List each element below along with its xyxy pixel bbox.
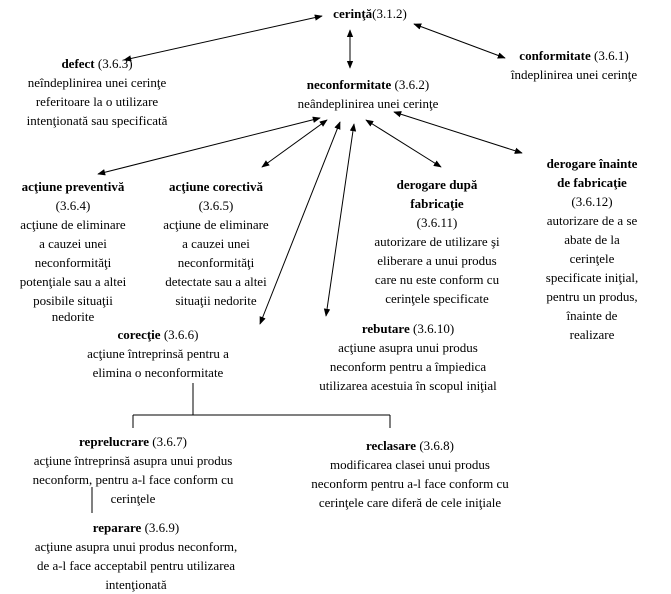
node-reprelucrare xyxy=(2,432,264,508)
def-corectiva-6: situaţii nedorite xyxy=(175,293,257,308)
def-derogare-inainte-2: autorizare de a se xyxy=(546,213,638,228)
def-preventiva-3: a cauzei unei xyxy=(39,236,107,251)
node-conformitate xyxy=(494,46,654,84)
def-derogare-inainte-3: abate de la xyxy=(564,232,620,247)
code-rebutare: (3.6.10) xyxy=(409,321,455,336)
def-preventiva-2: acţiune de eliminare xyxy=(20,217,126,232)
def-reprelucrare-3: cerinţele xyxy=(110,491,156,506)
code-reprelucrare: (3.6.7) xyxy=(149,434,187,449)
code-neconformitate: (3.6.2) xyxy=(391,77,430,92)
def-preventiva-4: neconformităţi xyxy=(34,255,112,270)
def-corectie-2: elimina o neconformitate xyxy=(92,365,224,380)
def-derogare-inainte-7: înainte de xyxy=(566,308,618,323)
def-preventiva-7: nedorite xyxy=(51,310,95,323)
def-derogare-dupa-3: eliberare a unui produs xyxy=(377,253,497,268)
def-corectiva-4: neconformităţi xyxy=(177,255,255,270)
code-defect: (3.6.3) xyxy=(94,56,133,71)
def-reparare-3: intenţionată xyxy=(105,577,167,592)
node-corectie xyxy=(58,325,258,382)
def-corectiva-1: (3.6.5) xyxy=(198,198,234,213)
term-cerinta: cerinţă xyxy=(333,6,373,21)
term-actiune-corectiva: acţiune corectivă xyxy=(169,179,263,194)
term-reclasare: reclasare xyxy=(366,438,417,453)
arrow-neconformitate-corectiva xyxy=(262,120,327,167)
term-reprelucrare: reprelucrare xyxy=(79,434,150,449)
def-derogare-dupa-1: (3.6.11) xyxy=(416,215,458,230)
def-derogare-inainte-5: specificate iniţial, xyxy=(545,270,639,285)
term2-derogare-dupa: fabricaţie xyxy=(410,196,464,211)
def-reclasare-1: modificarea clasei unui produs xyxy=(330,457,490,472)
arrow-neconformitate-derogare-inainte xyxy=(394,112,522,153)
code-cerinta: (3.1.2) xyxy=(372,6,407,21)
term-reparare: reparare xyxy=(92,520,142,535)
term-rebutare: rebutare xyxy=(361,321,410,336)
code-reclasare: (3.6.8) xyxy=(416,438,454,453)
def-derogare-dupa-5: cerinţele specificate xyxy=(385,291,489,306)
def-derogare-inainte-1: (3.6.12) xyxy=(571,194,613,209)
def-derogare-inainte-6: pentru un produs, xyxy=(546,289,638,304)
def-reclasare-3: cerinţele care diferă de cele iniţiale xyxy=(318,495,502,510)
node-actiune-preventiva xyxy=(0,177,146,323)
def-derogare-dupa-4: care nu este conform cu xyxy=(374,272,500,287)
def-defect-3: intenţionată sau specificată xyxy=(26,113,168,128)
code-conformitate: (3.6.1) xyxy=(590,48,629,63)
def-corectie-1: acţiune întreprinsă pentru a xyxy=(87,346,229,361)
def-reprelucrare-2: neconform, pentru a-l face conform cu xyxy=(32,472,234,487)
def-conformitate-1: îndeplinirea unei cerinţe xyxy=(510,67,638,82)
def-preventiva-6: posibile situaţii xyxy=(33,293,113,308)
term2-derogare-inainte: de fabricaţie xyxy=(557,175,627,190)
def-defect-1: neîndeplinirea unei cerinţe xyxy=(27,75,167,90)
arrow-cerinta-conformitate xyxy=(414,24,505,58)
def-reparare-1: acţiune asupra unui produs neconform, xyxy=(34,539,238,554)
def-rebutare-1: acţiune asupra unui produs xyxy=(338,340,478,355)
def-rebutare-3: utilizarea acestuia în scopul iniţial xyxy=(319,378,497,393)
def-corectiva-3: a cauzei unei xyxy=(182,236,250,251)
code-reparare: (3.6.9) xyxy=(141,520,180,535)
term-neconformitate: neconformitate xyxy=(306,77,392,92)
node-actiune-corectiva xyxy=(146,177,286,310)
def-derogare-inainte-4: cerinţele xyxy=(569,251,615,266)
node-rebutare xyxy=(288,319,528,395)
def-corectiva-5: detectate sau a altei xyxy=(165,274,267,289)
term-conformitate: conformitate xyxy=(519,48,591,63)
arrow-neconformitate-rebutare xyxy=(326,124,354,316)
term-corectie: corecţie xyxy=(117,327,161,342)
node-reparare xyxy=(0,518,272,594)
def-reparare-2: de a-l face acceptabil pentru utilizarea xyxy=(36,558,236,573)
def-reprelucrare-1: acţiune întreprinsă asupra unui produs xyxy=(33,453,233,468)
term-actiune-preventiva: acţiune preventivă xyxy=(21,179,125,194)
def-neconformitate-1: neândeplinirea unei cerinţe xyxy=(297,96,439,111)
def-derogare-inainte-8: realizare xyxy=(569,327,615,342)
arrow-neconformitate-derogare-dupa xyxy=(366,120,441,167)
def-corectiva-2: acţiune de eliminare xyxy=(163,217,269,232)
def-preventiva-1: (3.6.4) xyxy=(55,198,91,213)
def-derogare-dupa-2: autorizare de utilizare şi xyxy=(374,234,500,249)
def-rebutare-2: neconform pentru a împiedica xyxy=(329,359,487,374)
code-corectie: (3.6.6) xyxy=(160,327,199,342)
node-derogare-dupa xyxy=(356,175,518,308)
def-reclasare-2: neconform pentru a-l face conform cu xyxy=(311,476,509,491)
node-reclasare xyxy=(280,436,540,512)
term-derogare-dupa: derogare după xyxy=(396,177,478,192)
term-derogare-inainte: derogare înainte xyxy=(546,156,638,171)
term-defect: defect xyxy=(61,56,95,71)
node-cerinta xyxy=(305,4,435,23)
def-preventiva-5: potenţiale sau a altei xyxy=(19,274,127,289)
def-defect-2: referitoare la o utilizare xyxy=(35,94,159,109)
node-derogare-inainte xyxy=(518,154,666,344)
node-defect xyxy=(2,54,192,130)
node-neconformitate xyxy=(278,75,458,113)
